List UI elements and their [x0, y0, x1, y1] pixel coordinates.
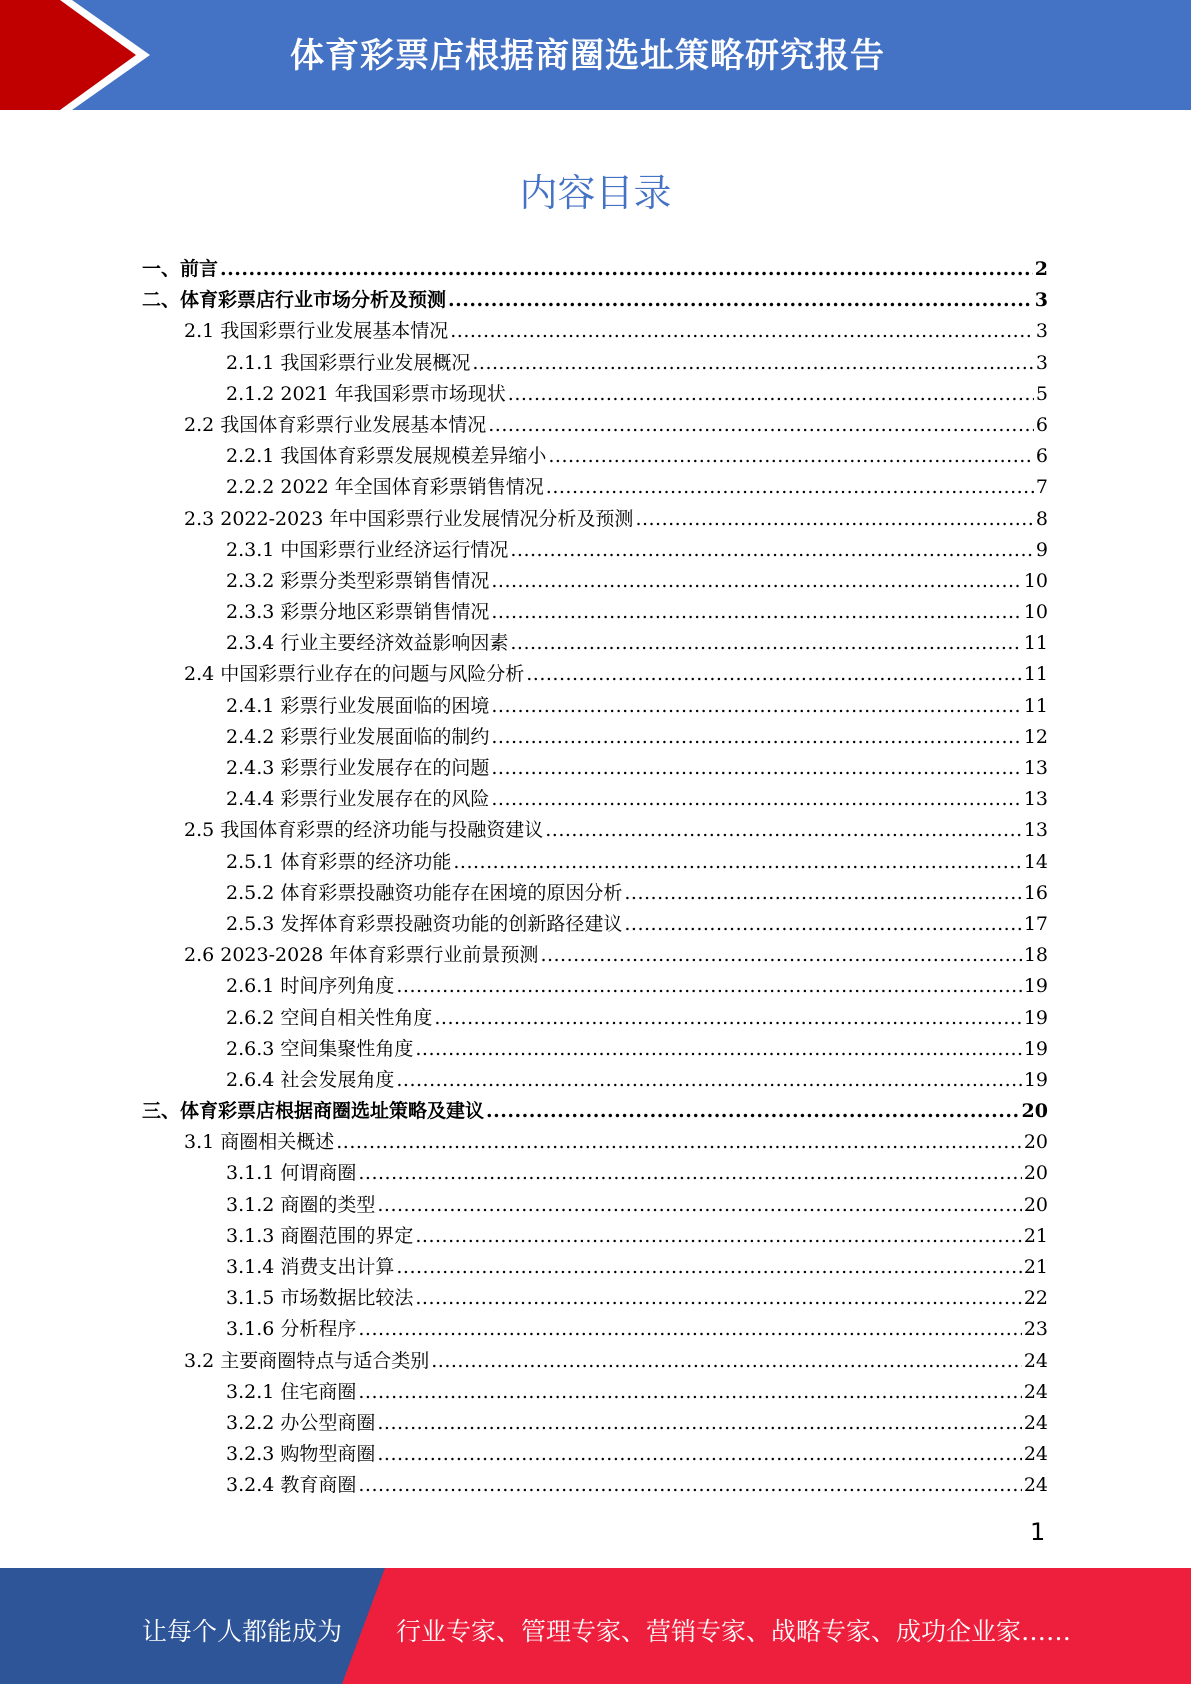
toc-entry-title: 二、体育彩票店行业市场分析及预测 [142, 289, 447, 312]
toc-entry-page: 24 [1023, 1411, 1048, 1434]
toc-entry-page: 20 [1023, 1193, 1048, 1216]
toc-entry[interactable] [142, 379, 1048, 410]
toc-entry-title: 2.3.3 彩票分地区彩票销售情况 [226, 601, 490, 624]
toc-entry-page: 10 [1023, 601, 1048, 624]
toc-entry[interactable] [142, 1221, 1048, 1252]
toc-entry-page: 12 [1023, 725, 1048, 748]
report-title: 体育彩票店根据商圈选址策略研究报告 [290, 36, 885, 76]
toc-entry-page: 18 [1023, 944, 1048, 967]
toc-entry[interactable] [142, 285, 1048, 316]
toc-entry[interactable] [142, 659, 1048, 690]
toc-dot-leader [377, 1194, 1021, 1216]
toc-entry[interactable] [142, 847, 1048, 878]
page-header [0, 0, 1191, 110]
toc-entry[interactable] [142, 316, 1048, 347]
toc-entry-page: 21 [1023, 1256, 1048, 1278]
toc-dot-leader [635, 508, 1033, 530]
toc-entry[interactable] [142, 1439, 1048, 1470]
toc-entry-title: 2.4.3 彩票行业发展存在的问题 [226, 757, 490, 779]
toc-dot-leader [545, 819, 1022, 841]
toc-entry-page: 20 [1021, 1100, 1048, 1123]
toc-dot-leader [508, 383, 1034, 405]
toc-dot-leader [396, 975, 1021, 997]
toc-entry-page: 24 [1023, 1380, 1048, 1403]
toc-dot-leader [415, 1225, 1021, 1247]
toc-entry[interactable] [142, 1127, 1048, 1158]
toc-entry-page: 10 [1023, 569, 1048, 592]
toc-entry[interactable] [142, 1470, 1048, 1501]
toc-entry-title: 2.6.2 空间自相关性角度 [226, 1006, 433, 1029]
toc-dot-leader [450, 320, 1034, 342]
toc-entry-title: 2.4.1 彩票行业发展面临的困境 [226, 694, 490, 717]
footer-slogan-left: 让每个人都能成为 [142, 1617, 343, 1646]
toc-entry-title: 2.3 2022-2023 年中国彩票行业发展情况分析及预测 [184, 507, 634, 530]
toc-entry-title: 3.1.6 分析程序 [226, 1318, 357, 1341]
table-of-contents [142, 254, 1048, 1502]
toc-entry-title: 3.2.4 教育商圈 [226, 1474, 357, 1497]
toc-entry[interactable] [142, 1003, 1048, 1034]
toc-entry-page: 13 [1023, 788, 1048, 811]
toc-dot-leader [486, 1100, 1020, 1122]
toc-entry[interactable] [142, 1065, 1048, 1096]
toc-entry-title: 2.3.1 中国彩票行业经济运行情况 [226, 538, 509, 561]
toc-heading: 内容目录 [519, 171, 672, 215]
toc-entry[interactable] [142, 815, 1048, 846]
toc-entry[interactable] [142, 784, 1048, 815]
toc-entry-title: 2.5.1 体育彩票的经济功能 [226, 850, 452, 873]
toc-entry[interactable] [142, 1190, 1048, 1221]
toc-entry-page: 6 [1035, 445, 1048, 468]
toc-entry-page: 13 [1023, 819, 1048, 842]
toc-dot-leader [358, 1474, 1021, 1496]
toc-entry-title: 2.6.1 时间序列角度 [226, 975, 395, 998]
toc-entry-page: 11 [1023, 694, 1048, 717]
toc-dot-leader [358, 1318, 1021, 1340]
toc-entry-title: 3.2 主要商圈特点与适合类别 [184, 1349, 430, 1372]
toc-entry[interactable] [142, 472, 1048, 503]
toc-entry[interactable] [142, 1158, 1048, 1189]
toc-entry-title: 一、前言 [142, 258, 219, 280]
toc-entry-title: 3.1.2 商圈的类型 [226, 1193, 376, 1216]
toc-entry-page: 14 [1023, 850, 1048, 873]
toc-entry-page: 11 [1023, 663, 1048, 686]
toc-entry-page: 22 [1023, 1287, 1048, 1310]
toc-dot-leader [377, 1443, 1021, 1465]
toc-dot-leader [396, 1256, 1021, 1278]
toc-dot-leader [431, 1350, 1022, 1372]
toc-entry-title: 2.3.4 行业主要经济效益影响因素 [226, 632, 509, 655]
toc-entry[interactable] [142, 441, 1048, 472]
toc-entry-title: 2.5 我国体育彩票的经济功能与投融资建议 [184, 819, 544, 842]
toc-entry-page: 3 [1035, 351, 1048, 374]
toc-entry[interactable] [142, 1377, 1048, 1408]
page-footer [0, 1568, 1191, 1684]
toc-entry[interactable] [142, 348, 1048, 379]
toc-entry-title: 3.1 商圈相关概述 [184, 1131, 335, 1154]
toc-entry-title: 2.1 我国彩票行业发展基本情况 [184, 320, 449, 343]
toc-dot-leader [510, 539, 1034, 561]
toc-entry[interactable] [142, 878, 1048, 909]
toc-entry-title: 3.2.1 住宅商圈 [226, 1380, 357, 1403]
toc-entry-page: 3 [1034, 289, 1048, 312]
toc-dot-leader [491, 570, 1021, 592]
toc-entry[interactable] [142, 535, 1048, 566]
toc-dot-leader [415, 1038, 1021, 1060]
toc-dot-leader [336, 1131, 1022, 1153]
toc-entry-page: 6 [1035, 413, 1048, 436]
toc-entry-title: 2.6.4 社会发展角度 [226, 1068, 395, 1091]
toc-entry-title: 3.2.3 购物型商圈 [226, 1443, 376, 1466]
toc-entry-page: 20 [1023, 1162, 1048, 1185]
toc-dot-leader [624, 913, 1021, 935]
toc-dot-leader [396, 1069, 1021, 1091]
footer-slogan-right: 行业专家、管理专家、营销专家、战略专家、成功企业家…… [396, 1617, 1072, 1646]
toc-dot-leader [358, 1162, 1021, 1184]
toc-entry-page: 19 [1023, 975, 1048, 998]
toc-entry-page: 9 [1035, 538, 1048, 561]
toc-entry-title: 2.1.2 2021 年我国彩票市场现状 [226, 382, 506, 405]
toc-entry-title: 2.4 中国彩票行业存在的问题与风险分析 [184, 663, 525, 686]
toc-entry-page: 13 [1023, 757, 1048, 779]
toc-dot-leader [491, 601, 1021, 623]
toc-entry[interactable] [142, 909, 1048, 940]
toc-entry-page: 24 [1023, 1474, 1048, 1497]
toc-entry-page: 17 [1023, 912, 1048, 935]
toc-entry-page: 19 [1023, 1068, 1048, 1091]
toc-dot-leader [220, 258, 1033, 280]
page-number: 1 [1030, 1518, 1046, 1546]
toc-entry-title: 2.2.2 2022 年全国体育彩票销售情况 [226, 476, 544, 499]
toc-entry-title: 3.1.1 何谓商圈 [226, 1162, 357, 1185]
toc-entry[interactable] [142, 504, 1048, 535]
toc-dot-leader [488, 414, 1034, 436]
toc-entry[interactable] [142, 1346, 1048, 1377]
toc-entry-title: 2.4.2 彩票行业发展面临的制约 [226, 725, 490, 748]
toc-entry[interactable] [142, 691, 1048, 722]
toc-entry[interactable] [142, 753, 1048, 784]
toc-dot-leader [624, 882, 1021, 904]
toc-entry-title: 2.2 我国体育彩票行业发展基本情况 [184, 413, 487, 436]
toc-entry-title: 2.5.2 体育彩票投融资功能存在困境的原因分析 [226, 881, 623, 904]
toc-dot-leader [472, 352, 1034, 374]
toc-dot-leader [540, 944, 1021, 966]
toc-dot-leader [510, 632, 1021, 654]
toc-entry-title: 2.1.1 我国彩票行业发展概况 [226, 351, 471, 374]
toc-entry-title: 2.5.3 发挥体育彩票投融资功能的创新路径建议 [226, 912, 623, 935]
toc-entry-title: 2.6 2023-2028 年体育彩票行业前景预测 [184, 944, 539, 967]
toc-dot-leader [453, 851, 1021, 873]
toc-entry-page: 11 [1023, 632, 1048, 655]
toc-dot-leader [358, 1381, 1021, 1403]
toc-dot-leader [491, 695, 1021, 717]
toc-entry-title: 3.2.2 办公型商圈 [226, 1411, 376, 1434]
toc-entry-title: 三、体育彩票店根据商圈选址策略及建议 [142, 1100, 485, 1123]
toc-entry-page: 3 [1035, 320, 1048, 343]
toc-entry-page: 5 [1035, 382, 1048, 405]
toc-entry-page: 24 [1023, 1443, 1048, 1466]
toc-entry[interactable] [142, 1096, 1048, 1127]
toc-entry-page: 20 [1023, 1131, 1048, 1154]
toc-dot-leader [377, 1412, 1021, 1434]
toc-entry[interactable] [142, 971, 1048, 1002]
toc-entry[interactable] [142, 940, 1048, 971]
toc-entry-title: 2.4.4 彩票行业发展存在的风险 [226, 788, 490, 811]
toc-entry[interactable] [142, 410, 1048, 441]
toc-dot-leader [491, 757, 1021, 779]
toc-dot-leader [491, 788, 1021, 810]
toc-dot-leader [526, 663, 1022, 685]
toc-entry[interactable] [142, 566, 1048, 597]
toc-entry[interactable] [142, 722, 1048, 753]
toc-entry-title: 3.1.3 商圈范围的界定 [226, 1224, 414, 1247]
toc-dot-leader [434, 1007, 1021, 1029]
toc-entry-title: 2.6.3 空间集聚性角度 [226, 1037, 414, 1060]
toc-dot-leader [448, 289, 1033, 311]
toc-entry[interactable] [142, 1283, 1048, 1314]
toc-entry-page: 19 [1023, 1006, 1048, 1029]
toc-entry[interactable] [142, 1034, 1048, 1065]
toc-dot-leader [548, 445, 1034, 467]
toc-entry-page: 16 [1023, 881, 1048, 904]
toc-entry-page: 23 [1023, 1318, 1048, 1341]
toc-entry-title: 2.3.2 彩票分类型彩票销售情况 [226, 569, 490, 592]
toc-entry-page: 2 [1034, 258, 1048, 280]
toc-entry-page: 24 [1023, 1349, 1048, 1372]
toc-entry-page: 7 [1035, 476, 1048, 499]
toc-dot-leader [491, 726, 1021, 748]
toc-entry-title: 3.1.4 消费支出计算 [226, 1256, 395, 1278]
toc-entry-page: 21 [1023, 1224, 1048, 1247]
toc-entry[interactable] [142, 1314, 1048, 1345]
toc-dot-leader [546, 476, 1034, 498]
toc-entry[interactable] [142, 628, 1048, 659]
toc-entry-page: 19 [1023, 1037, 1048, 1060]
toc-entry[interactable] [142, 1408, 1048, 1439]
toc-entry-page: 8 [1035, 507, 1048, 530]
toc-dot-leader [415, 1287, 1021, 1309]
toc-entry[interactable] [142, 597, 1048, 628]
toc-entry-title: 2.2.1 我国体育彩票发展规模差异缩小 [226, 445, 547, 468]
toc-entry[interactable] [142, 1252, 1048, 1283]
toc-entry[interactable] [142, 254, 1048, 285]
toc-entry-title: 3.1.5 市场数据比较法 [226, 1287, 414, 1310]
